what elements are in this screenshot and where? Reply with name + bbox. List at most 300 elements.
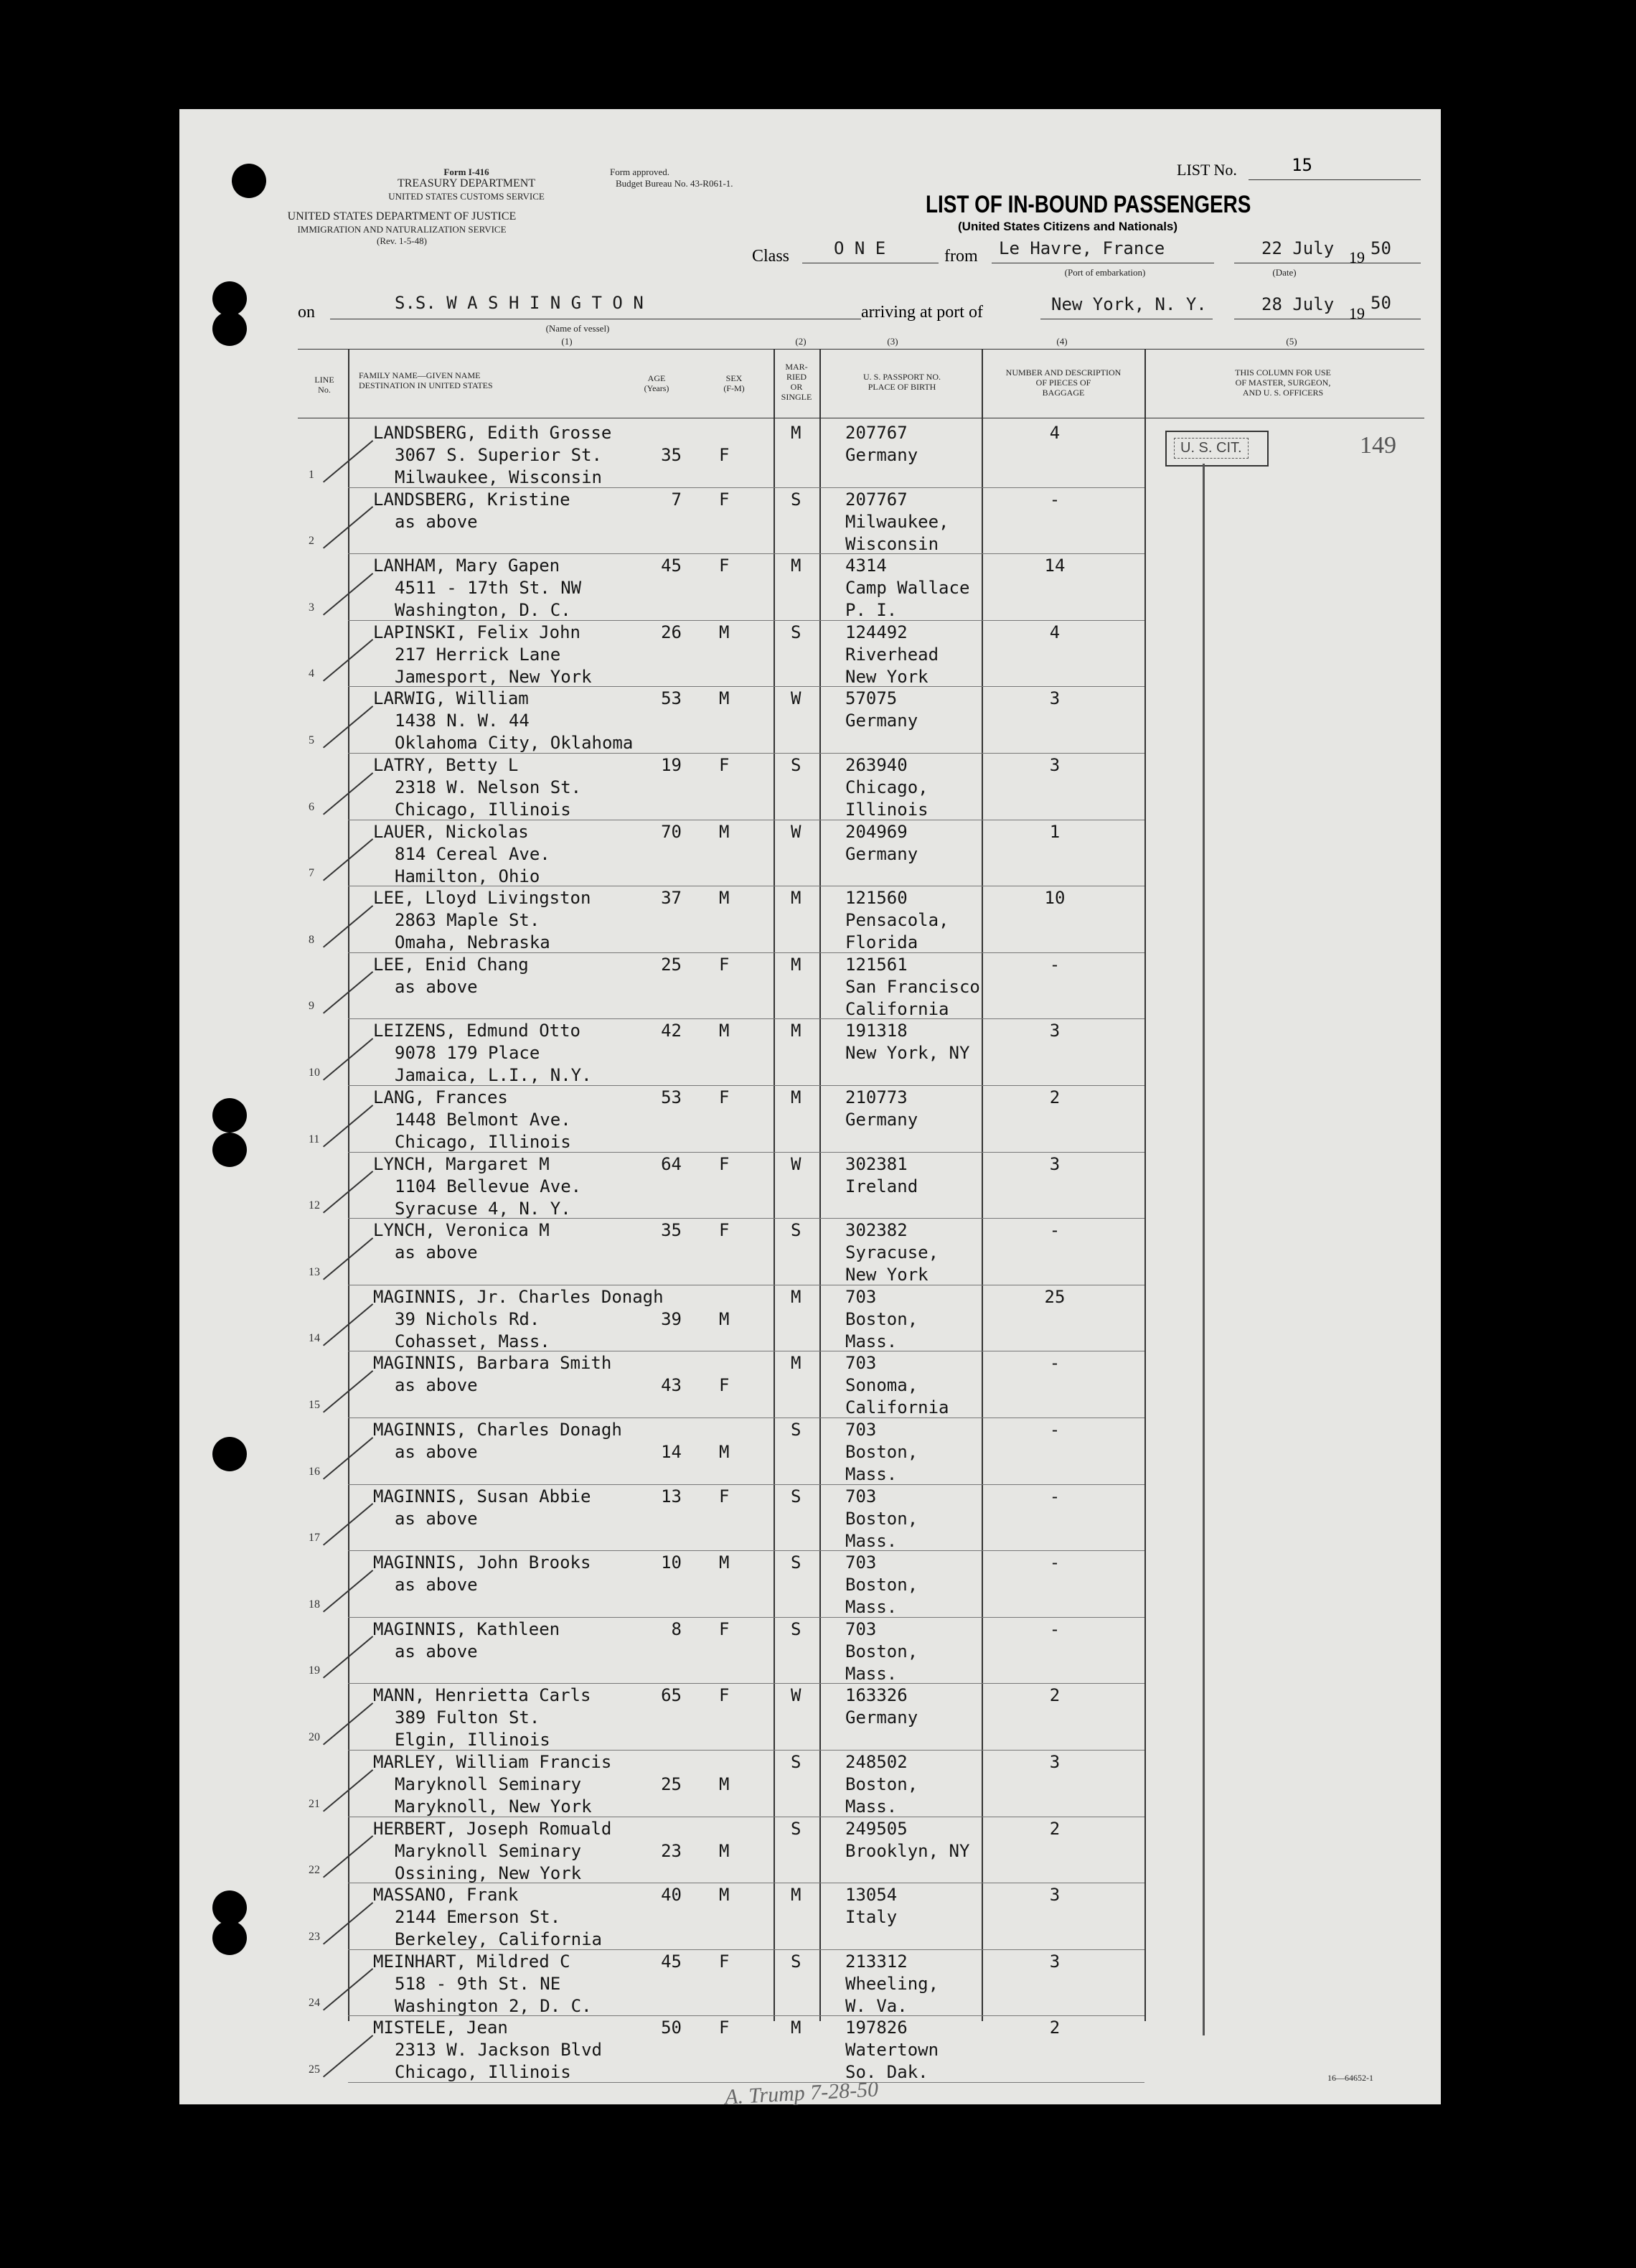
- passport-number: 302382: [845, 1220, 908, 1241]
- page-title: LIST OF IN-BOUND PASSENGERS: [926, 191, 1251, 218]
- baggage-count: 3: [1049, 1752, 1061, 1772]
- passport-number: 703: [845, 1486, 877, 1506]
- destination-line: Jamaica, L.I., N.Y.: [395, 1065, 592, 1086]
- baggage-count: 1: [1049, 821, 1061, 842]
- binder-hole: [212, 1098, 247, 1133]
- age: 26: [661, 622, 682, 642]
- place-of-birth: Boston,: [845, 1641, 918, 1662]
- line-number: 25: [309, 2063, 320, 2076]
- destination-line: Washington 2, D. C.: [395, 1995, 592, 2016]
- passport-number: 121561: [845, 954, 908, 975]
- form-approved: Form approved.: [610, 167, 670, 177]
- col-divider-passport: [982, 349, 983, 2021]
- age: 25: [661, 954, 682, 975]
- marital-status: S: [791, 622, 801, 642]
- place-of-birth: Wisconsin: [845, 533, 939, 554]
- revision: (Rev. 1-5-48): [377, 235, 427, 246]
- baggage-count: 3: [1049, 1951, 1061, 1972]
- passport-number: 703: [845, 1286, 877, 1307]
- baggage-count: -: [1049, 1420, 1061, 1440]
- destination-line: Washington, D. C.: [395, 600, 571, 621]
- place-of-birth: Riverhead: [845, 644, 939, 665]
- destination-line: as above: [395, 1442, 478, 1462]
- embark-year: 50: [1371, 238, 1391, 258]
- baggage-count: 25: [1044, 1286, 1066, 1307]
- citizen-stamp-line: [1203, 464, 1205, 2035]
- row-rule: [348, 1683, 1144, 1684]
- passport-number: 248502: [845, 1752, 908, 1772]
- passport-number: 191318: [845, 1021, 908, 1041]
- marital-status: W: [791, 1685, 801, 1706]
- arrival-date: 28 July: [1261, 294, 1335, 314]
- destination-line: 9078 179 Place: [395, 1043, 540, 1064]
- destination-line: Maryknoll Seminary: [395, 1840, 582, 1861]
- sex: M: [719, 1552, 730, 1573]
- line-number: 12: [309, 1199, 320, 1212]
- sex: F: [719, 2018, 730, 2038]
- binder-hole: [212, 281, 247, 316]
- customs-service: UNITED STATES CUSTOMS SERVICE: [388, 191, 545, 202]
- age: 37: [661, 888, 682, 909]
- class-value: O N E: [834, 238, 886, 258]
- baggage-count: 4: [1049, 423, 1061, 443]
- col-header-married: MAR- RIED OR SINGLE: [781, 362, 812, 402]
- age: 39: [661, 1308, 682, 1329]
- destination-line: 39 Nichols Rd.: [395, 1308, 540, 1329]
- col-header-passport: U. S. PASSPORT NO. PLACE OF BIRTH: [863, 372, 941, 392]
- baggage-count: -: [1049, 1618, 1061, 1639]
- row-rule: [348, 1617, 1144, 1618]
- sex: M: [719, 1840, 730, 1861]
- arrival-year-prefix: 19: [1349, 304, 1365, 322]
- binder-hole: [212, 1133, 247, 1167]
- passenger-name: MAGINNIS, Charles Donagh: [373, 1420, 622, 1440]
- destination-line: 1438 N. W. 44: [395, 711, 530, 731]
- age: 23: [661, 1840, 682, 1861]
- treasury-dept: TREASURY DEPARTMENT: [397, 177, 536, 189]
- destination-line: 2313 W. Jackson Blvd: [395, 2040, 602, 2061]
- destination-line: Chicago, Illinois: [395, 2062, 571, 2083]
- place-of-birth: California: [845, 1397, 949, 1418]
- marital-status: S: [791, 489, 801, 510]
- line-number: 14: [309, 1332, 320, 1345]
- destination-line: 2144 Emerson St.: [395, 1907, 561, 1928]
- passenger-name: LARWIG, William: [373, 688, 529, 709]
- passenger-name: LYNCH, Margaret M: [373, 1153, 550, 1174]
- manifest-page: [179, 109, 1441, 2109]
- sex: F: [719, 1618, 730, 1639]
- binder-hole: [212, 1890, 247, 1925]
- baggage-count: -: [1049, 1353, 1061, 1374]
- marital-status: S: [791, 1618, 801, 1639]
- age: 25: [661, 1774, 682, 1794]
- place-of-birth: Boston,: [845, 1774, 918, 1794]
- destination-line: Chicago, Illinois: [395, 1132, 571, 1152]
- age: 53: [661, 688, 682, 709]
- place-of-birth: Mass.: [845, 1597, 898, 1618]
- line-number: 16: [309, 1465, 320, 1478]
- sex: M: [719, 688, 730, 709]
- from-label: from: [944, 247, 978, 266]
- place-of-birth: Boston,: [845, 1308, 918, 1329]
- embark-caption: (Port of embarkation): [1064, 267, 1146, 278]
- passport-number: 197826: [845, 2018, 908, 2038]
- line-number: 20: [309, 1731, 320, 1743]
- marital-status: S: [791, 1486, 801, 1506]
- line-number: 10: [309, 1067, 320, 1079]
- passport-number: 124492: [845, 622, 908, 642]
- col-divider-baggage: [1144, 349, 1146, 2021]
- passenger-name: LEE, Enid Chang: [373, 954, 529, 975]
- place-of-birth: Sonoma,: [845, 1375, 918, 1396]
- line-number: 7: [309, 867, 314, 880]
- sex: F: [719, 1685, 730, 1706]
- passport-number: 4314: [845, 556, 887, 576]
- marital-status: M: [791, 423, 801, 443]
- age: 53: [661, 1087, 682, 1107]
- marital-status: M: [791, 954, 801, 975]
- destination-line: Milwaukee, Wisconsin: [395, 467, 602, 487]
- passenger-name: LATRY, Betty L: [373, 755, 519, 775]
- place-of-birth: Ireland: [845, 1176, 918, 1196]
- place-of-birth: Wheeling,: [845, 1973, 939, 1994]
- destination-line: 1104 Bellevue Ave.: [395, 1176, 582, 1196]
- col-header-line: LINE No.: [314, 375, 334, 395]
- place-of-birth: Germany: [845, 1707, 918, 1728]
- passport-number: 204969: [845, 821, 908, 842]
- list-no-label: LIST No.: [1177, 161, 1237, 179]
- line-number: 4: [309, 667, 314, 680]
- class-label: Class: [752, 247, 790, 266]
- baggage-count: 14: [1044, 556, 1066, 576]
- place-of-birth: Germany: [845, 1110, 918, 1130]
- place-of-birth: New York, NY: [845, 1043, 970, 1064]
- age: 35: [661, 445, 682, 465]
- passenger-name: LEIZENS, Edmund Otto: [373, 1021, 580, 1041]
- passport-number: 57075: [845, 688, 898, 709]
- doj-line: UNITED STATES DEPARTMENT OF JUSTICE: [287, 210, 517, 222]
- place-of-birth: Germany: [845, 843, 918, 864]
- ins-line: IMMIGRATION AND NATURALIZATION SERVICE: [297, 224, 507, 235]
- sex: M: [719, 622, 730, 642]
- passenger-name: MEINHART, Mildred C: [373, 1951, 570, 1972]
- line-number: 9: [309, 1000, 314, 1013]
- citizen-stamp-text: U. S. CIT.: [1174, 438, 1249, 459]
- line-number: 1: [309, 468, 314, 481]
- row-rule: [348, 1550, 1144, 1551]
- baggage-count: 3: [1049, 1021, 1061, 1041]
- list-no-underline: [1249, 179, 1421, 180]
- passport-number: 13054: [845, 1885, 898, 1906]
- passport-number: 249505: [845, 1818, 908, 1839]
- passport-number: 703: [845, 1552, 877, 1573]
- row-rule: [348, 553, 1144, 554]
- passenger-name: MAGINNIS, Barbara Smith: [373, 1353, 612, 1374]
- age: 42: [661, 1021, 682, 1041]
- line-number: 8: [309, 933, 314, 946]
- col-num-5: (5): [1286, 336, 1297, 347]
- marital-status: M: [791, 1353, 801, 1374]
- embark-year-prefix: 19: [1349, 248, 1365, 266]
- col-divider-line: [348, 349, 349, 2021]
- line-number: 23: [309, 1930, 320, 1943]
- passenger-name: MISTELE, Jean: [373, 2018, 508, 2038]
- place-of-birth: P. I.: [845, 600, 898, 621]
- place-of-birth: Mass.: [845, 1331, 898, 1351]
- place-of-birth: Chicago,: [845, 777, 929, 797]
- passenger-name: MAGINNIS, Susan Abbie: [373, 1486, 591, 1506]
- footer-code: 16—64652-1: [1327, 2073, 1373, 2083]
- col-num-3: (3): [887, 336, 898, 347]
- baggage-count: -: [1049, 954, 1061, 975]
- baggage-count: -: [1049, 1486, 1061, 1506]
- vessel-name: S.S. W A S H I N G T O N: [395, 293, 644, 313]
- date-caption: (Date): [1272, 267, 1297, 278]
- arrival-port: New York, N. Y.: [1051, 294, 1207, 314]
- place-of-birth: So. Dak.: [845, 2062, 929, 2083]
- passenger-name: LAPINSKI, Felix John: [373, 622, 580, 642]
- destination-line: Cohasset, Mass.: [395, 1331, 550, 1351]
- passenger-name: HERBERT, Joseph Romuald: [373, 1818, 612, 1839]
- destination-line: 1448 Belmont Ave.: [395, 1110, 571, 1130]
- baggage-count: 3: [1049, 1885, 1061, 1906]
- sex: F: [719, 556, 730, 576]
- marital-status: M: [791, 1021, 801, 1041]
- passenger-name: MANN, Henrietta Carls: [373, 1685, 591, 1706]
- passenger-name: LANHAM, Mary Gapen: [373, 556, 560, 576]
- sex: F: [719, 1375, 730, 1396]
- baggage-count: -: [1049, 1552, 1061, 1573]
- sex: M: [719, 1885, 730, 1906]
- sex: F: [719, 445, 730, 465]
- line-number: 21: [309, 1797, 320, 1810]
- page-subtitle: (United States Citizens and Nationals): [958, 220, 1178, 233]
- handwritten-note: A. Trump 7-28-50: [724, 2077, 879, 2109]
- place-of-birth: Germany: [845, 445, 918, 465]
- passenger-name: LYNCH, Veronica M: [373, 1220, 550, 1241]
- baggage-count: -: [1049, 1220, 1061, 1241]
- destination-line: Maryknoll, New York: [395, 1796, 592, 1817]
- marital-status: S: [791, 755, 801, 775]
- baggage-count: 3: [1049, 688, 1061, 709]
- place-of-birth: Florida: [845, 932, 918, 953]
- table-top-rule: [298, 349, 1424, 350]
- destination-line: 2863 Maple St.: [395, 910, 540, 931]
- destination-line: 389 Fulton St.: [395, 1707, 540, 1728]
- destination-line: Syracuse 4, N. Y.: [395, 1198, 571, 1219]
- passport-number: 263940: [845, 755, 908, 775]
- passport-number: 302381: [845, 1153, 908, 1174]
- marital-status: W: [791, 1153, 801, 1174]
- marital-status: M: [791, 1286, 801, 1307]
- destination-line: as above: [395, 1641, 478, 1662]
- sex: F: [719, 755, 730, 775]
- line-number: 22: [309, 1864, 320, 1877]
- marital-status: M: [791, 556, 801, 576]
- destination-line: as above: [395, 511, 478, 532]
- sex: F: [719, 1153, 730, 1174]
- place-of-birth: Boston,: [845, 1442, 918, 1462]
- baggage-count: 2: [1049, 2018, 1061, 2038]
- col-header-officers: THIS COLUMN FOR USE OF MASTER, SURGEON, AND U. S. OFFICERS: [1235, 367, 1331, 398]
- marital-status: S: [791, 1420, 801, 1440]
- line-number: 19: [309, 1664, 320, 1677]
- sex: M: [719, 821, 730, 842]
- sex: M: [719, 1308, 730, 1329]
- line-number: 11: [309, 1133, 320, 1145]
- line-number: 15: [309, 1399, 320, 1411]
- destination-line: as above: [395, 1508, 478, 1529]
- age: 19: [661, 755, 682, 775]
- embark-date: 22 July: [1261, 238, 1335, 258]
- binder-hole: [212, 311, 247, 346]
- baggage-count: 2: [1049, 1087, 1061, 1107]
- budget-bureau: Budget Bureau No. 43-R061-1.: [616, 178, 733, 189]
- marital-status: M: [791, 1087, 801, 1107]
- passport-number: 163326: [845, 1685, 908, 1706]
- age: 35: [661, 1220, 682, 1241]
- marital-status: M: [791, 1885, 801, 1906]
- age: 13: [661, 1486, 682, 1506]
- destination-line: Oklahoma City, Oklahoma: [395, 733, 634, 754]
- place-of-birth: Mass.: [845, 1796, 898, 1817]
- marital-status: S: [791, 1752, 801, 1772]
- sex: M: [719, 1021, 730, 1041]
- age: 45: [661, 1951, 682, 1972]
- destination-line: as above: [395, 1375, 478, 1396]
- passenger-name: MASSANO, Frank: [373, 1885, 519, 1906]
- destination-line: 2318 W. Nelson St.: [395, 777, 582, 797]
- vessel-caption: (Name of vessel): [545, 323, 610, 334]
- place-of-birth: Pensacola,: [845, 910, 949, 931]
- age: 45: [661, 556, 682, 576]
- destination-line: 814 Cereal Ave.: [395, 843, 550, 864]
- row-rule: [348, 1018, 1144, 1019]
- binder-hole: [232, 164, 266, 198]
- line-number: 13: [309, 1265, 320, 1278]
- sex: M: [719, 1774, 730, 1794]
- arriving-label: arriving at port of: [861, 303, 983, 322]
- destination-line: Jamesport, New York: [395, 666, 592, 687]
- place-of-birth: Mass.: [845, 1530, 898, 1551]
- sex: M: [719, 888, 730, 909]
- line-number: 2: [309, 535, 314, 548]
- passport-number: 207767: [845, 489, 908, 510]
- destination-line: as above: [395, 976, 478, 997]
- place-of-birth: Illinois: [845, 800, 929, 820]
- baggage-count: 2: [1049, 1685, 1061, 1706]
- passenger-name: LEE, Lloyd Livingston: [373, 888, 591, 909]
- place-of-birth: Boston,: [845, 1508, 918, 1529]
- baggage-count: 10: [1044, 888, 1066, 909]
- line-number: 3: [309, 601, 314, 614]
- place-of-birth: Milwaukee,: [845, 511, 949, 532]
- age: 64: [661, 1153, 682, 1174]
- sex: F: [719, 1486, 730, 1506]
- line-number: 5: [309, 734, 314, 746]
- destination-line: Elgin, Illinois: [395, 1730, 550, 1751]
- marital-status: W: [791, 688, 801, 709]
- list-no-value: 15: [1292, 155, 1312, 175]
- col-header-sex: SEX (F-M): [723, 373, 745, 393]
- age: 43: [661, 1375, 682, 1396]
- passport-number: 213312: [845, 1951, 908, 1972]
- line-number: 18: [309, 1598, 320, 1611]
- row-rule: [348, 1484, 1144, 1485]
- age: 8: [671, 1618, 682, 1639]
- col-header-age: AGE (Years): [644, 373, 669, 393]
- place-of-birth: New York: [845, 1265, 929, 1285]
- passport-number: 207767: [845, 423, 908, 443]
- place-of-birth: Boston,: [845, 1575, 918, 1595]
- destination-line: Maryknoll Seminary: [395, 1774, 582, 1794]
- line-number: 24: [309, 1997, 320, 2010]
- place-of-birth: Camp Wallace: [845, 578, 970, 599]
- destination-line: Berkeley, California: [395, 1929, 602, 1950]
- age: 40: [661, 1885, 682, 1906]
- sex: F: [719, 1087, 730, 1107]
- check-mark: [323, 2035, 373, 2077]
- embark-port: Le Havre, France: [999, 238, 1165, 258]
- line-number: 6: [309, 800, 314, 813]
- place-of-birth: Germany: [845, 711, 918, 731]
- place-of-birth: New York: [845, 666, 929, 687]
- baggage-count: 3: [1049, 755, 1061, 775]
- baggage-count: 2: [1049, 1818, 1061, 1839]
- binder-hole: [212, 1921, 247, 1955]
- baggage-count: -: [1049, 489, 1061, 510]
- passport-number: 703: [845, 1420, 877, 1440]
- sex: F: [719, 954, 730, 975]
- passenger-name: MARLEY, William Francis: [373, 1752, 612, 1772]
- place-of-birth: California: [845, 998, 949, 1019]
- marital-status: S: [791, 1220, 801, 1241]
- sex: F: [719, 1220, 730, 1241]
- sex: M: [719, 1442, 730, 1462]
- passport-number: 703: [845, 1353, 877, 1374]
- handwritten-page-number: 149: [1360, 432, 1396, 459]
- passport-number: 121560: [845, 888, 908, 909]
- col-num-1: (1): [561, 336, 573, 347]
- col-header-name: FAMILY NAME—GIVEN NAME DESTINATION IN UNITED STATES: [359, 370, 493, 390]
- place-of-birth: Italy: [845, 1907, 898, 1928]
- col-header-baggage: NUMBER AND DESCRIPTION OF PIECES OF BAGGAGE: [1005, 367, 1122, 398]
- col-num-4: (4): [1056, 336, 1068, 347]
- sex: F: [719, 489, 730, 510]
- passenger-name: MAGINNIS, Kathleen: [373, 1618, 560, 1639]
- marital-status: M: [791, 2018, 801, 2038]
- age: 50: [661, 2018, 682, 2038]
- sex: F: [719, 1951, 730, 1972]
- passenger-name: LAUER, Nickolas: [373, 821, 529, 842]
- destination-line: Omaha, Nebraska: [395, 932, 550, 953]
- place-of-birth: Syracuse,: [845, 1242, 939, 1263]
- marital-status: M: [791, 888, 801, 909]
- marital-status: W: [791, 821, 801, 842]
- passenger-name: LANDSBERG, Kristine: [373, 489, 570, 510]
- passenger-name: LANG, Frances: [373, 1087, 508, 1107]
- arrival-year: 50: [1371, 293, 1391, 313]
- age: 7: [671, 489, 682, 510]
- destination-line: Chicago, Illinois: [395, 800, 571, 820]
- place-of-birth: Brooklyn, NY: [845, 1840, 970, 1861]
- baggage-count: 3: [1049, 1153, 1061, 1174]
- age: 14: [661, 1442, 682, 1462]
- form-number: Form I-416: [443, 167, 489, 177]
- baggage-count: 4: [1049, 622, 1061, 642]
- passport-number: 210773: [845, 1087, 908, 1107]
- line-number: 17: [309, 1532, 320, 1545]
